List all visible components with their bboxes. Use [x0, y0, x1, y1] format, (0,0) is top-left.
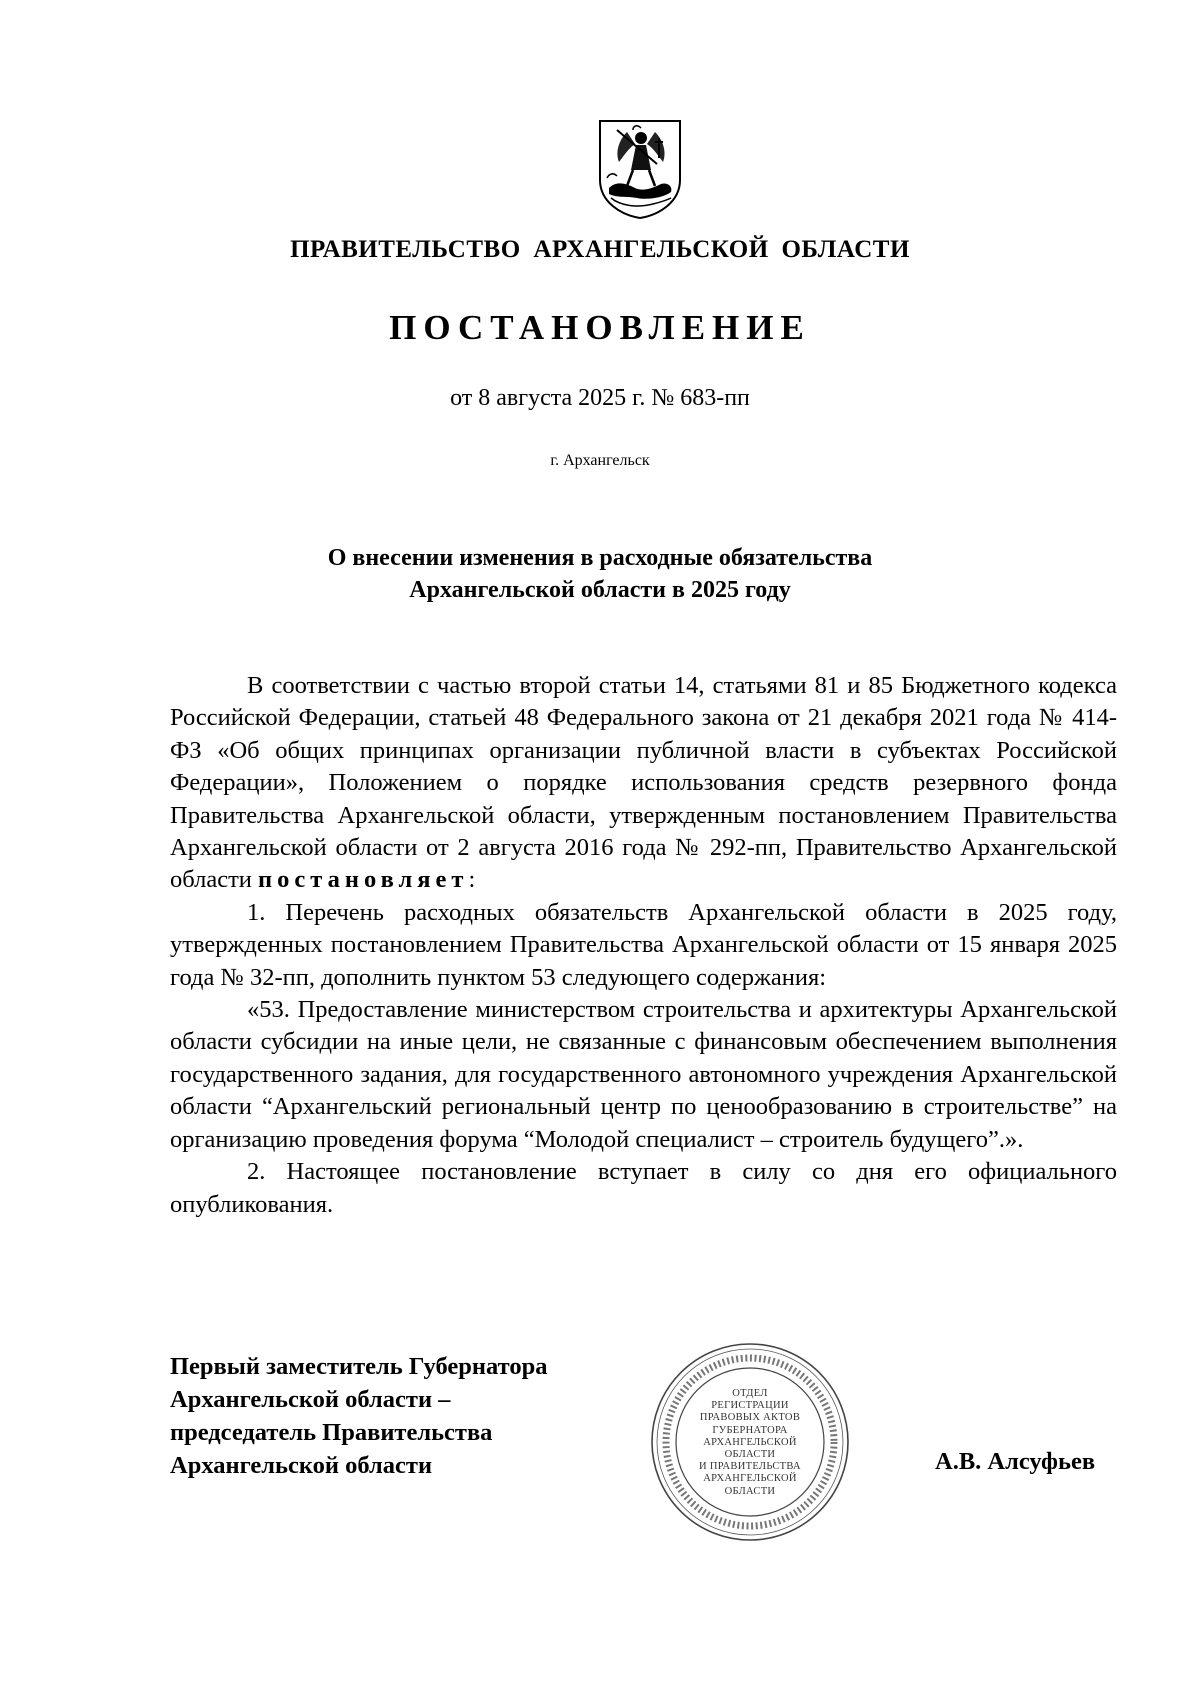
- city-line: г. Архангельск: [550, 452, 650, 469]
- signatory-name: А.В. Алсуфьев: [935, 1448, 1096, 1475]
- document-type-title: ПОСТАНОВЛЕНИЕ: [389, 308, 811, 347]
- signatory-position-line: председатель Правительства: [170, 1419, 493, 1446]
- stamp-line: АРХАНГЕЛЬСКОЙ: [703, 1436, 797, 1448]
- arkhangelsk-coat-of-arms-icon: [597, 118, 683, 220]
- subject-line: О внесении изменения в расходные обязательства: [327, 545, 873, 571]
- stamp-line: АРХАНГЕЛЬСКОЙ: [703, 1473, 797, 1485]
- decree-colon: :: [468, 866, 476, 894]
- stamp-line: И ПРАВИТЕЛЬСТВА: [699, 1461, 801, 1473]
- item-1-paragraph: 1. Перечень расходных обязательств Архангельской области в 2025 году, утвержденных постановлением Правительства Архангельской области от 15 января 2025 года № 32-пп, дополнить пунктом 53 следующего содержания:: [170, 898, 1117, 991]
- signatory-position-line: Архангельской области: [170, 1452, 433, 1479]
- signatory-position-line: Архангельской области –: [170, 1386, 451, 1413]
- preamble-paragraph: [170, 670, 1117, 897]
- subject-line: Архангельской области в 2025 году: [409, 577, 791, 603]
- stamp-line: РЕГИСТРАЦИИ: [711, 1400, 789, 1412]
- stamp-inner-text: [648, 1388, 852, 1498]
- stamp-line: ОБЛАСТИ: [724, 1485, 776, 1497]
- signatory-position-line: Первый заместитель Губернатора: [170, 1353, 548, 1380]
- date-and-number: от 8 августа 2025 г. № 683-пп: [450, 385, 750, 411]
- stamp-line: ОБЛАСТИ: [724, 1449, 776, 1461]
- stamp-line: ГУБЕРНАТОРА: [712, 1424, 788, 1436]
- government-title: ПРАВИТЕЛЬСТВО АРХАНГЕЛЬСКОЙ ОБЛАСТИ: [290, 236, 910, 263]
- preamble-text: В соответствии с частью второй статьи 14, статьями 81 и 85 Бюджетного кодекса Российской Федерации, статьей 48 Федерального закона от 21 декабря 2021 года № 414-ФЗ «Об общих принципах организации публичной власти в субъектах Российской Федерации», Положением о порядке использования средств резервного фонда Правительства Архангельской области, утвержденным постановлением Правительства Архангельской области от 2 августа 2016 года № 292-пп, Правительство Архангельской области: [170, 672, 1117, 894]
- signatory-position: [170, 1350, 547, 1482]
- item-2-paragraph: 2. Настоящее постановление вступает в силу со дня его официального опубликования.: [170, 1158, 1117, 1218]
- stamp-line: ПРАВОВЫХ АКТОВ: [699, 1412, 801, 1424]
- decree-word: постановляет: [258, 866, 469, 894]
- document-subject: [0, 542, 1200, 606]
- document-body: [170, 670, 1117, 1221]
- item-53-paragraph: «53. Предоставление министерством строительства и архитектуры Архангельской области субсидии на иные цели, не связанные с финансовым обеспечением выполнения государственного задания, для государственного автономного учреждения Архангельской области “Архангельский региональный центр по ценообразованию в строительстве” на организацию проведения форума “Молодой специалист – строитель будущего”.».: [170, 996, 1117, 1153]
- stamp-line: ОТДЕЛ: [732, 1388, 768, 1399]
